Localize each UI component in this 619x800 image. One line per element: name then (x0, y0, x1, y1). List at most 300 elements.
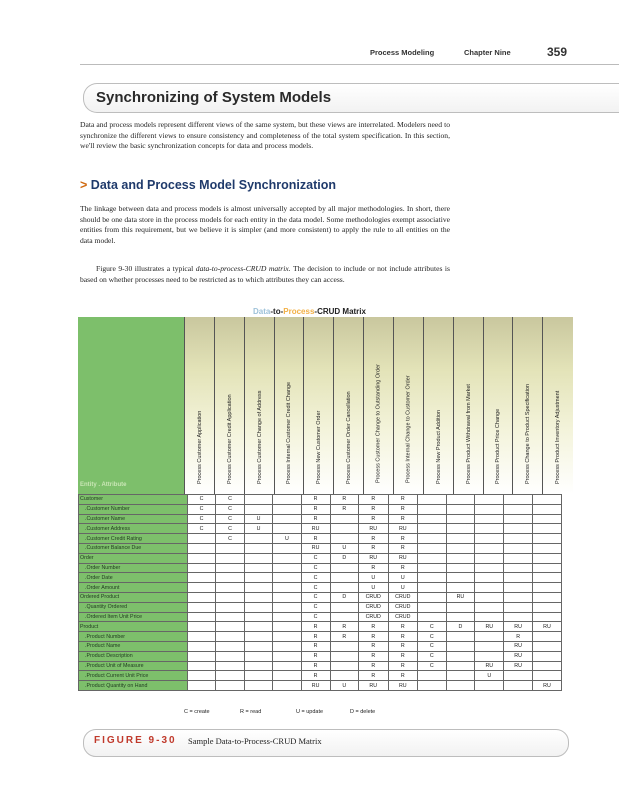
crud-cell (533, 632, 562, 642)
crud-cell (187, 543, 215, 553)
crud-cell: R (301, 534, 330, 544)
table-row (79, 495, 562, 505)
crud-cell (244, 534, 272, 544)
crud-cell (504, 681, 533, 691)
crud-cell: RU (358, 681, 388, 691)
crud-cell (330, 534, 358, 544)
crud-cell (504, 524, 533, 534)
crud-cell (330, 612, 358, 622)
crud-cell: RU (358, 524, 388, 534)
crud-cell: C (418, 632, 446, 642)
crud-cell (504, 592, 533, 602)
crud-cell (446, 534, 475, 544)
crud-cell: R (388, 661, 418, 671)
crud-cell (533, 495, 562, 505)
table-row (79, 651, 562, 661)
crud-cell (216, 602, 244, 612)
crud-cell (273, 583, 301, 593)
crud-cell (475, 583, 504, 593)
crud-cell: R (301, 661, 330, 671)
crud-cell (446, 573, 475, 583)
crud-cell (244, 651, 272, 661)
crud-cell: RU (446, 592, 475, 602)
column-header-label: Process Product Inventory Adjustment (555, 390, 562, 484)
crud-cell (216, 661, 244, 671)
row-label: .Customer Credit Rating (79, 534, 188, 544)
crud-cell (533, 612, 562, 622)
crud-cell (244, 681, 272, 691)
crud-cell: CRUD (358, 602, 388, 612)
table-row (79, 583, 562, 593)
crud-cell (216, 592, 244, 602)
crud-cell (446, 632, 475, 642)
table-row (79, 534, 562, 544)
crud-cell (216, 622, 244, 632)
crud-cell: R (358, 495, 388, 505)
crud-cell: R (301, 504, 330, 514)
column-header-label: Process Change to Product Specification (525, 384, 532, 484)
table-row (79, 543, 562, 553)
crud-cell (533, 661, 562, 671)
crud-cell (187, 681, 215, 691)
crud-cell: C (187, 524, 215, 534)
crud-cell (418, 563, 446, 573)
crud-cell: RU (388, 553, 418, 563)
crud-cell: RU (504, 651, 533, 661)
crud-cell: C (418, 661, 446, 671)
crud-cell: R (330, 504, 358, 514)
crud-cell (504, 534, 533, 544)
crud-cell (330, 651, 358, 661)
crud-cell: C (301, 553, 330, 563)
column-header (303, 317, 334, 494)
matrix-title-part2: Process (283, 307, 315, 316)
crud-cell (446, 612, 475, 622)
column-header-label: Process Customer Credit Application (226, 394, 233, 484)
figure-label: FIGURE 9-30 (94, 735, 177, 746)
crud-cell: U (330, 543, 358, 553)
crud-cell (187, 553, 215, 563)
column-header-label: Process Product Withdrawal from Market (465, 384, 472, 484)
crud-cell: C (187, 495, 215, 505)
column-header (214, 317, 245, 494)
row-label: .Product Description (79, 651, 188, 661)
crud-cell: U (388, 573, 418, 583)
table-row (79, 612, 562, 622)
crud-cell: R (358, 641, 388, 651)
crud-cell (446, 651, 475, 661)
matrix-title (0, 307, 619, 316)
column-header-label: Process Product Price Change (495, 408, 502, 484)
crud-cell (475, 632, 504, 642)
crud-cell (504, 495, 533, 505)
crud-cell (504, 602, 533, 612)
crud-cell: R (358, 661, 388, 671)
crud-cell (504, 612, 533, 622)
column-header-label: Process Customer Application (196, 410, 203, 484)
crud-cell (273, 563, 301, 573)
crud-cell: R (358, 514, 388, 524)
crud-cell (244, 583, 272, 593)
row-label: .Order Number (79, 563, 188, 573)
crud-cell (187, 651, 215, 661)
row-label: .Product Number (79, 632, 188, 642)
table-row (79, 504, 562, 514)
crud-cell (533, 524, 562, 534)
crud-cell: C (216, 534, 244, 544)
crud-cell (475, 495, 504, 505)
para3-emphasis: data-to-process-CRUD matrix. (195, 264, 291, 273)
crud-cell (273, 495, 301, 505)
crud-cell: CRUD (358, 612, 388, 622)
crud-cell: RU (504, 622, 533, 632)
table-row (79, 671, 562, 681)
crud-cell: R (388, 504, 418, 514)
crud-cell: RU (358, 553, 388, 563)
crud-cell: R (388, 563, 418, 573)
crud-cell (475, 563, 504, 573)
crud-cell: C (216, 524, 244, 534)
table-row (79, 681, 562, 691)
crud-cell (475, 543, 504, 553)
crud-cell (418, 592, 446, 602)
crud-cell (244, 641, 272, 651)
crud-cell (475, 651, 504, 661)
crud-cell (475, 641, 504, 651)
crud-cell: C (301, 563, 330, 573)
crud-cell (418, 534, 446, 544)
crud-cell (533, 583, 562, 593)
crud-cell: R (301, 671, 330, 681)
column-header-label: Process Internal Change to Customer Order (405, 375, 412, 483)
crud-cell: R (388, 641, 418, 651)
crud-cell: R (358, 504, 388, 514)
crud-cell: CRUD (388, 602, 418, 612)
row-label: .Customer Name (79, 514, 188, 524)
crud-cell: C (216, 514, 244, 524)
crud-cell: RU (533, 681, 562, 691)
crud-cell (533, 534, 562, 544)
crud-cell: C (418, 622, 446, 632)
crud-cell: R (301, 514, 330, 524)
crud-cell (446, 504, 475, 514)
crud-cell (446, 602, 475, 612)
crud-cell (187, 622, 215, 632)
crud-cell (446, 681, 475, 691)
crud-cell: R (358, 632, 388, 642)
linkage-paragraph: The linkage between data and process models is almost universally accepted by all major methodologies. In short, there should be one data store in the process models for each entity in the data model. Some methodologies exempt associative entities from this requirement, but we believe it is simpler (and more consistent) to apply the rule to all entities on the data model. (80, 204, 450, 245)
running-header (0, 45, 619, 62)
crud-cell (216, 563, 244, 573)
row-label: .Product Unit of Measure (79, 661, 188, 671)
crud-cell (216, 681, 244, 691)
crud-cell (244, 563, 272, 573)
crud-cell (244, 632, 272, 642)
crud-cell: R (330, 632, 358, 642)
crud-cell (475, 573, 504, 583)
crud-cell (504, 543, 533, 553)
matrix-header-label: Entity . Attribute (80, 482, 127, 488)
crud-cell (533, 553, 562, 563)
crud-cell (244, 573, 272, 583)
crud-cell: C (301, 583, 330, 593)
figure-reference-paragraph (80, 264, 450, 285)
table-row (79, 632, 562, 642)
crud-cell (273, 504, 301, 514)
matrix-title-sep1: -to- (270, 307, 284, 316)
row-label: .Customer Address (79, 524, 188, 534)
row-label: Ordered Product (79, 592, 188, 602)
crud-cell (187, 602, 215, 612)
crud-cell (533, 592, 562, 602)
crud-cell (187, 573, 215, 583)
crud-cell (187, 661, 215, 671)
crud-cell (533, 543, 562, 553)
crud-cell (330, 524, 358, 534)
crud-cell: CRUD (388, 612, 418, 622)
crud-cell: RU (388, 681, 418, 691)
matrix-grid (78, 494, 562, 691)
crud-cell: RU (388, 524, 418, 534)
crud-cell: C (187, 504, 215, 514)
crud-cell (273, 622, 301, 632)
crud-cell (446, 514, 475, 524)
crud-cell: R (388, 514, 418, 524)
crud-cell: R (358, 563, 388, 573)
crud-cell (475, 602, 504, 612)
crud-cell (330, 641, 358, 651)
column-header (333, 317, 364, 494)
table-row (79, 641, 562, 651)
crud-cell: C (301, 573, 330, 583)
row-label: .Customer Number (79, 504, 188, 514)
table-row (79, 514, 562, 524)
crud-cell: R (388, 543, 418, 553)
crud-cell (244, 553, 272, 563)
crud-cell (475, 612, 504, 622)
crud-cell (273, 592, 301, 602)
legend-read: R = read (240, 709, 262, 715)
crud-cell (475, 592, 504, 602)
header-chapter: Chapter Nine (464, 48, 511, 57)
crud-cell (216, 641, 244, 651)
table-row (79, 661, 562, 671)
crud-cell: C (301, 592, 330, 602)
column-header-label: Process Customer Order Cancellation (346, 391, 353, 484)
crud-cell (504, 553, 533, 563)
row-label: .Ordered Item Unit Price (79, 612, 188, 622)
column-header (453, 317, 484, 494)
matrix-title-part3: -CRUD Matrix (314, 307, 366, 316)
crud-cell: RU (301, 543, 330, 553)
column-header-label: Process New Customer Order (316, 410, 323, 484)
crud-cell (418, 524, 446, 534)
crud-cell (216, 671, 244, 681)
crud-cell (446, 543, 475, 553)
crud-cell (216, 651, 244, 661)
crud-cell (533, 651, 562, 661)
crud-cell (244, 504, 272, 514)
crud-cell (216, 553, 244, 563)
crud-cell: R (388, 495, 418, 505)
crud-cell (273, 671, 301, 681)
table-row (79, 573, 562, 583)
crud-cell: R (388, 622, 418, 632)
column-header (184, 317, 215, 494)
crud-cell (216, 543, 244, 553)
crud-cell: R (301, 641, 330, 651)
crud-cell (187, 592, 215, 602)
column-header (423, 317, 454, 494)
crud-cell (273, 602, 301, 612)
crud-cell (187, 583, 215, 593)
crud-cell (446, 671, 475, 681)
crud-cell (273, 573, 301, 583)
header-section: Process Modeling (370, 48, 435, 57)
crud-matrix (78, 317, 562, 709)
column-header-label: Process Customer Change of Address (256, 390, 263, 484)
crud-cell (504, 563, 533, 573)
crud-cell (533, 671, 562, 681)
table-row (79, 602, 562, 612)
crud-cell (330, 563, 358, 573)
crud-cell: D (330, 592, 358, 602)
page-number: 359 (547, 45, 568, 59)
table-row (79, 563, 562, 573)
column-header (483, 317, 514, 494)
crud-cell (446, 553, 475, 563)
matrix-body (79, 495, 562, 691)
crud-cell (273, 641, 301, 651)
crud-cell: R (301, 632, 330, 642)
crud-cell (446, 583, 475, 593)
crud-cell: R (388, 632, 418, 642)
crud-cell (418, 543, 446, 553)
matrix-title-part1: Data (253, 307, 271, 316)
legend-delete: D = delete (350, 709, 376, 715)
column-header (393, 317, 424, 494)
crud-cell: CRUD (358, 592, 388, 602)
section-title: Synchronizing of System Models (96, 89, 332, 106)
row-label: .Product Name (79, 641, 188, 651)
crud-cell (475, 514, 504, 524)
crud-cell: RU (475, 622, 504, 632)
crud-cell (187, 563, 215, 573)
crud-cell (244, 592, 272, 602)
crud-cell (216, 632, 244, 642)
matrix-corner (78, 317, 184, 494)
crud-cell: RU (301, 681, 330, 691)
crud-cell (446, 524, 475, 534)
crud-cell (533, 504, 562, 514)
crud-cell: R (301, 651, 330, 661)
crud-cell (187, 612, 215, 622)
crud-cell (418, 681, 446, 691)
column-header-label: Process Customer Change to Outstanding Order (375, 364, 382, 483)
row-label: Product (79, 622, 188, 632)
crud-cell (533, 514, 562, 524)
crud-cell (504, 504, 533, 514)
crud-cell: RU (301, 524, 330, 534)
crud-cell (273, 524, 301, 534)
crud-cell: U (244, 524, 272, 534)
row-label: Customer (79, 495, 188, 505)
crud-cell: C (187, 514, 215, 524)
row-label: Order (79, 553, 188, 563)
crud-cell: D (446, 622, 475, 632)
crud-cell: U (475, 671, 504, 681)
crud-cell (330, 583, 358, 593)
crud-cell: U (273, 534, 301, 544)
column-header (512, 317, 543, 494)
crud-cell (533, 641, 562, 651)
crud-cell (330, 514, 358, 524)
legend-create: C = create (184, 709, 210, 715)
crud-cell (475, 681, 504, 691)
crud-cell: U (388, 583, 418, 593)
crud-cell: C (301, 612, 330, 622)
crud-cell (418, 514, 446, 524)
crud-cell (244, 661, 272, 671)
row-label: .Quantity Ordered (79, 602, 188, 612)
column-header (274, 317, 305, 494)
crud-cell (273, 661, 301, 671)
crud-cell: R (330, 495, 358, 505)
column-header-label: Process New Product Addition (435, 410, 442, 484)
crud-cell: RU (504, 641, 533, 651)
crud-cell (504, 671, 533, 681)
crud-cell (446, 661, 475, 671)
crud-cell (216, 573, 244, 583)
crud-cell: R (504, 632, 533, 642)
header-rule (80, 64, 619, 65)
crud-cell: C (418, 651, 446, 661)
crud-cell (244, 602, 272, 612)
table-row (79, 524, 562, 534)
crud-cell (418, 504, 446, 514)
crud-cell (273, 681, 301, 691)
row-label: .Order Amount (79, 583, 188, 593)
crud-cell: R (330, 622, 358, 632)
crud-cell: CRUD (388, 592, 418, 602)
crud-cell (273, 514, 301, 524)
crud-cell: D (330, 553, 358, 563)
crud-cell: C (216, 495, 244, 505)
legend-update: U = update (296, 709, 324, 715)
crud-cell (244, 622, 272, 632)
column-header (542, 317, 573, 494)
crud-cell (418, 612, 446, 622)
crud-cell (187, 641, 215, 651)
subhead-text: Data and Process Model Synchronization (90, 178, 336, 192)
crud-cell (475, 534, 504, 544)
table-row (79, 553, 562, 563)
crud-cell (273, 612, 301, 622)
crud-cell (244, 671, 272, 681)
crud-cell (273, 632, 301, 642)
crud-cell (273, 543, 301, 553)
crud-cell (187, 534, 215, 544)
crud-cell (418, 553, 446, 563)
crud-cell: U (330, 681, 358, 691)
crud-cell (475, 553, 504, 563)
crud-cell: RU (475, 661, 504, 671)
crud-cell (244, 543, 272, 553)
crud-cell: R (358, 543, 388, 553)
crud-cell (446, 641, 475, 651)
crud-cell (418, 495, 446, 505)
subsection-heading (80, 178, 336, 192)
